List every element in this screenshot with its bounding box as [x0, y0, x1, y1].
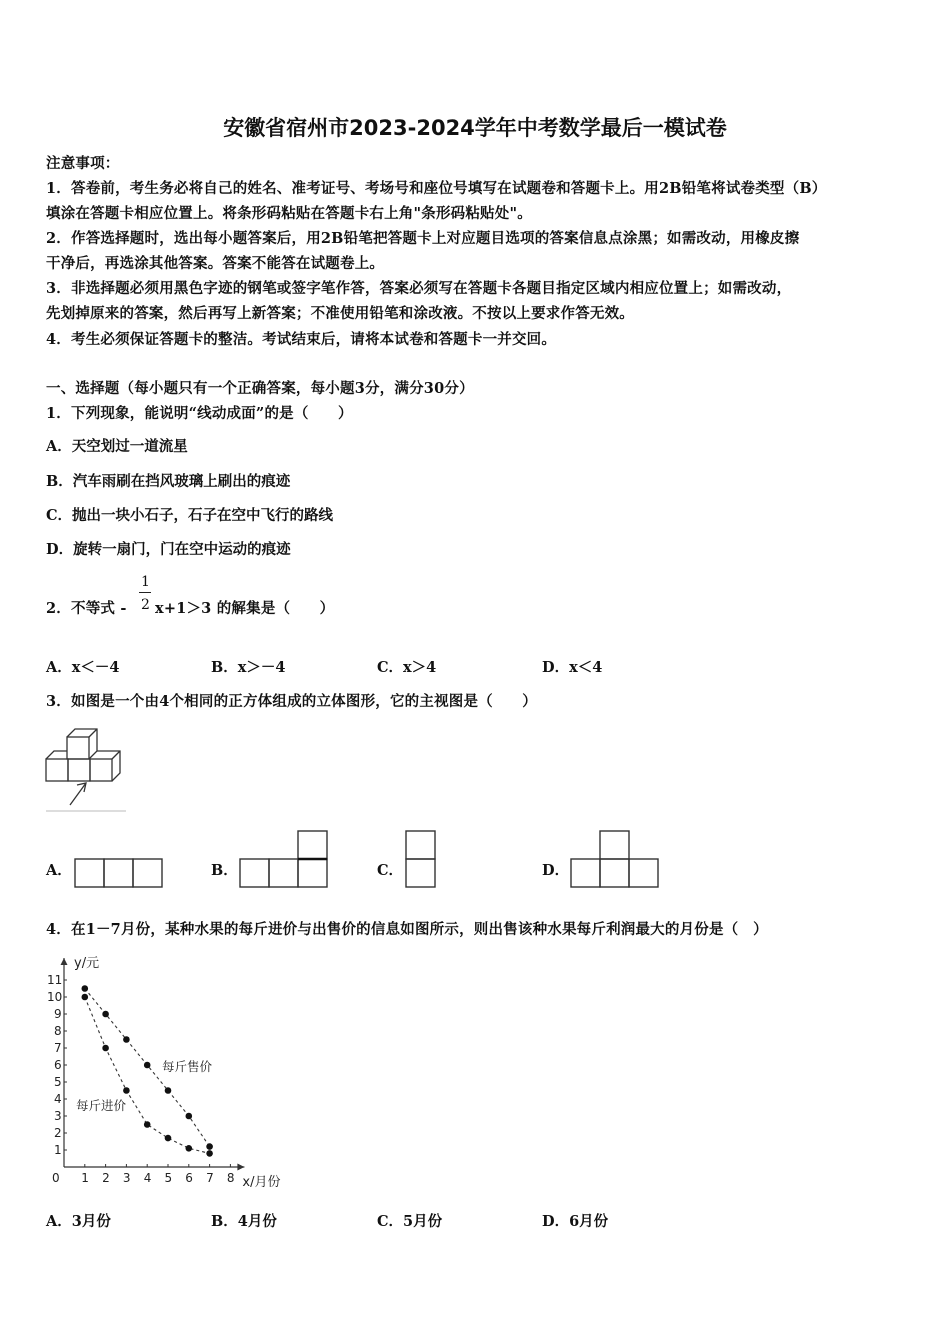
notice-line: 填涂在答题卡相应位置上。将条形码粘贴在答题卡右上角"条形码粘贴处"。 [46, 205, 532, 222]
x-tick-label: 0 [52, 1171, 60, 1185]
cube-edge [97, 751, 120, 781]
y-tick-label: 9 [54, 1007, 62, 1021]
x-tick-label: 2 [102, 1171, 110, 1185]
x-axis-arrow [237, 1164, 244, 1171]
series-line-cost [85, 997, 210, 1153]
q2-option-c: C．x＞4 [377, 659, 437, 676]
cube-face [90, 759, 112, 781]
data-point [123, 1087, 130, 1094]
data-point [102, 1045, 109, 1052]
q1-option-b: B．汽车雨刷在挡风玻璃上刷出的痕迹 [46, 473, 291, 490]
q3-cube-figure [44, 725, 128, 813]
data-point [206, 1143, 213, 1150]
notice-heading: 注意事项： [46, 155, 120, 172]
q3-option-a-label: A． [46, 862, 72, 879]
q2-option-d: D．x＜4 [542, 659, 603, 676]
q1-stem: 1．下列现象，能说明“线动成面”的是（ ） [46, 405, 353, 422]
y-tick-label: 8 [54, 1024, 62, 1038]
data-point [102, 1011, 109, 1018]
y-tick-label: 4 [54, 1092, 62, 1106]
data-point [82, 985, 89, 992]
cube-edge [112, 751, 120, 759]
series-label-cost: 每斤进价 [76, 1098, 127, 1113]
y-tick-label: 11 [47, 973, 63, 987]
data-point [165, 1135, 172, 1142]
page-title: 安徽省宿州市2023-2024学年中考数学最后一模试卷 [223, 116, 727, 140]
cube-edge [46, 751, 67, 759]
y-axis-arrow [61, 958, 68, 965]
notice-line: 先划掉原来的答案，然后再写上新答案；不准使用铅笔和涂改液。不按以上要求作答无效。 [46, 305, 634, 322]
y-tick-label: 2 [54, 1126, 62, 1140]
q2-fraction-bar [139, 592, 151, 593]
q3-option-d-figure [570, 830, 662, 890]
q1-option-a: A．天空划过一道流星 [46, 438, 188, 455]
view-arrow [70, 783, 86, 805]
q1-option-d: D．旋转一扇门，门在空中运动的痕迹 [46, 541, 291, 558]
q2-option-b: B．x＞－4 [211, 659, 286, 676]
y-axis-label: y/元 [74, 956, 100, 971]
q3-stem: 3．如图是一个由4个相同的正方体组成的立体图形，它的主视图是（ ） [46, 693, 537, 710]
cube-face [46, 759, 68, 781]
y-tick-label: 3 [54, 1109, 62, 1123]
q2-stem-prefix: 2．不等式 - [46, 600, 127, 617]
x-tick-label: 8 [226, 1171, 235, 1185]
q4-option-d: D．6月份 [542, 1213, 609, 1230]
data-point [165, 1087, 172, 1094]
x-tick-label: 6 [185, 1171, 193, 1185]
x-tick-label: 3 [122, 1171, 131, 1185]
q4-stem: 4．在1－7月份，某种水果的每斤进价与出售价的信息如图所示，则出售该种水果每斤利润最大的月份是（ ） [46, 921, 768, 938]
q3-option-a-figure [74, 858, 166, 890]
data-point [144, 1062, 151, 1069]
q2-stem-suffix: x+1＞3 的解集是（ ） [155, 600, 335, 617]
notice-line: 干净后，再选涂其他答案。答案不能答在试题卷上。 [46, 255, 385, 272]
q4-option-b: B．4月份 [211, 1213, 277, 1230]
y-tick-label: 1 [54, 1143, 62, 1157]
section-heading: 一、选择题（每小题只有一个正确答案，每小题3分，满分30分） [46, 380, 474, 397]
x-tick-label: 1 [81, 1171, 89, 1185]
y-tick-label: 5 [54, 1075, 62, 1089]
notice-line: 3．非选择题必须用黑色字迹的钢笔或签字笔作答，答案必须写在答题卡各题目指定区域内相应位置上；如需改动， [46, 280, 792, 297]
q1-option-c: C．抛出一块小石子，石子在空中飞行的路线 [46, 507, 334, 524]
q3-option-b-figure [239, 830, 331, 890]
q4-price-chart [40, 950, 300, 1195]
series-label-sale: 每斤售价 [162, 1059, 213, 1074]
cube-face [68, 759, 90, 781]
notice-line: 1．答卷前，考生务必将自己的姓名、准考证号、考场号和座位号填写在试题卷和答题卡上。用2B铅笔将试卷类型（B） [46, 180, 827, 197]
q3-option-c-label: C． [377, 862, 404, 879]
cube-edge [89, 729, 97, 737]
data-point [82, 994, 89, 1001]
q4-option-c: C．5月份 [377, 1213, 443, 1230]
q2-option-a: A．x＜－4 [46, 659, 120, 676]
y-tick-label: 6 [54, 1058, 62, 1072]
y-tick-label: 10 [47, 990, 63, 1004]
data-point [186, 1145, 193, 1152]
q3-option-c-figure [405, 830, 437, 890]
x-tick-label: 7 [206, 1171, 214, 1185]
data-point [186, 1113, 193, 1120]
x-axis-label: x/月份 [242, 1175, 281, 1190]
cube-face [67, 737, 89, 759]
q3-option-b-label: B． [211, 862, 238, 879]
data-point [123, 1036, 130, 1043]
x-tick-label: 4 [143, 1171, 152, 1185]
notice-line: 2．作答选择题时，选出每小题答案后，用2B铅笔把答题卡上对应题目选项的答案信息点涂黑；如需改动，用橡皮擦 [46, 230, 800, 247]
y-tick-label: 7 [54, 1041, 62, 1055]
data-point [206, 1150, 213, 1157]
q3-option-d-label: D． [542, 862, 570, 879]
q2-fraction-denominator: 2 [141, 597, 150, 613]
notice-line: 4．考生必须保证答题卡的整洁。考试结束后，请将本试卷和答题卡一并交回。 [46, 331, 557, 348]
q2-fraction-numerator: 1 [141, 574, 150, 590]
data-point [144, 1121, 151, 1128]
x-tick-label: 5 [164, 1171, 173, 1185]
q4-option-a: A．3月份 [46, 1213, 111, 1230]
